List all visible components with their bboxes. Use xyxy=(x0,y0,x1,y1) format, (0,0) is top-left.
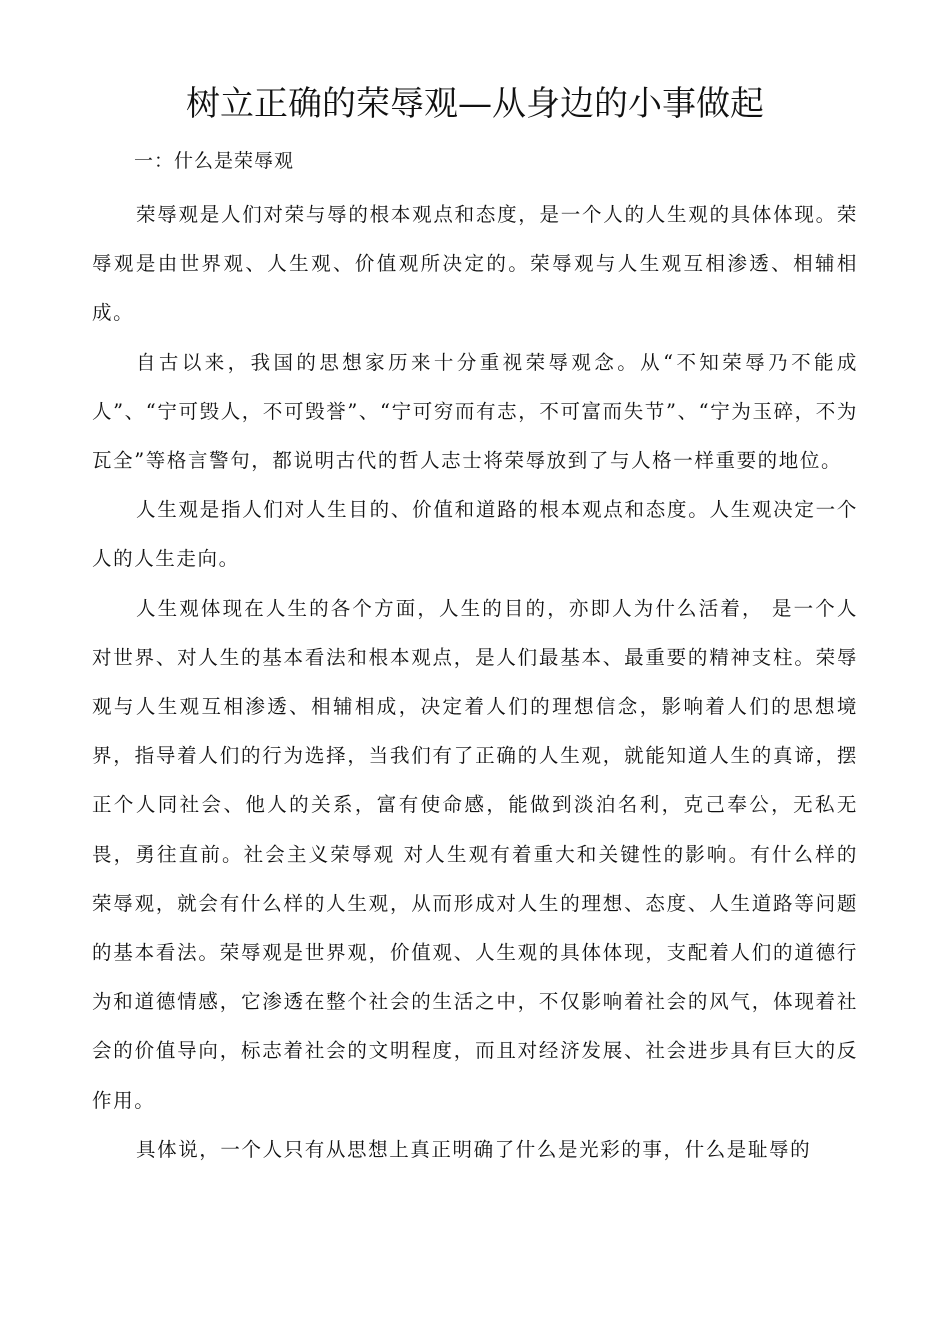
section-heading: 一：什么是荣辱观 xyxy=(134,150,295,172)
paragraph: 自古以来，我国的思想家历来十分重视荣辱观念。从“不知荣辱乃不能成人”、“宁可毁人，不可毁誉”、“宁可穷而有志，不可富而失节”、“宁为玉碎，不为瓦全”等格言警句，都说明古代的哲人志士将荣辱放到了与人格一样重要的地位。 xyxy=(92,350,858,473)
paragraph: 人生观体现在人生的各个方面，人生的目的，亦即人为什么活着， 是一个人对世界、对人生的基本看法和根本观点，是人们最基本、最重要的精神支柱。荣辱观与人生观互相渗透、相辅相成，决定着人们的理想信念，影响着人们的思想境界，指导着人们的行为选择，当我们有了正确的人生观，就能知道人生的真谛，摆正个人同社会、他人的关系，富有使命感，能做到淡泊名利，克己奉公，无私无畏，勇往直前。社会主义荣辱观 对人生观有着重大和关键性的影响。有什么样的荣辱观，就会有什么样的人生观，从而形成对人生的理想、态度、人生道路等问题的基本看法。荣辱观是世界观，价值观、人生观的具体体现，支配着人们的道德行为和道德情感，它渗透在整个社会的生活之中，不仅影响着社会的风气，体现着社会的价值导向，标志着社会的文明程度，而且对经济发展、社会进步具有巨大的反作用。 xyxy=(92,596,858,1112)
paragraph: 具体说，一个人只有从思想上真正明确了什么是光彩的事，什么是耻辱的 xyxy=(136,1137,812,1161)
document-page xyxy=(92,0,858,1174)
document-title: 树立正确的荣辱观—从身边的小事做起 xyxy=(186,84,764,124)
paragraph: 人生观是指人们对人生目的、价值和道路的根本观点和态度。人生观决定一个人的人生走向。 xyxy=(92,498,858,571)
paragraph: 荣辱观是人们对荣与辱的根本观点和态度，是一个人的人生观的具体体现。荣辱观是由世界观、人生观、价值观所决定的。荣辱观与人生观互相渗透、相辅相成。 xyxy=(92,203,858,325)
